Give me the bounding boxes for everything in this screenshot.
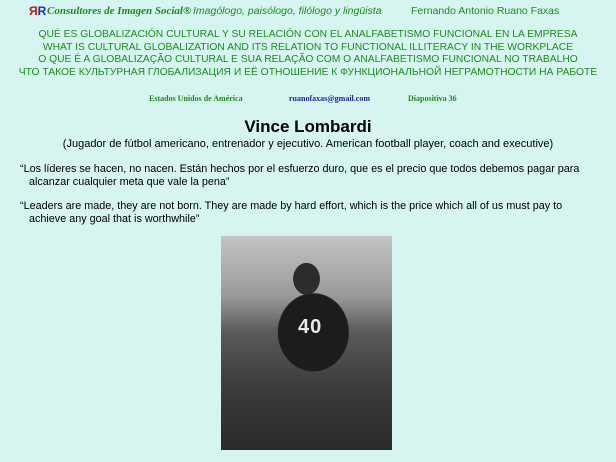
title-ru: ЧТО ТАКОЕ КУЛЬТУРНАЯ ГЛОБАЛИЗАЦИЯ И ЕЁ ОТНОШЕНИЕ К ФУНКЦИОНАЛЬНОЙ НЕГРАМОТНОСТИ НА РАБОТЕ — [18, 66, 598, 78]
person-name: Vince Lombardi — [244, 117, 372, 136]
meta-line — [0, 94, 616, 106]
quote-english — [20, 200, 605, 226]
quote-line: achieve any goal that is worthwhile” — [29, 213, 200, 225]
jersey-number: 40 — [298, 316, 323, 338]
title-pt: O QUE É A GLOBALIZAÇÃO CULTURAL E SUA RELAÇÃO COM O ANALFABETISMO FUNCIONAL NO TRABALHO — [38, 54, 578, 65]
quote-line: “Los líderes se hacen, no nacen. Están hechos por el esfuerzo duro, que es el precio que todos debemos pagar para — [20, 163, 580, 175]
person-role: (Jugador de fútbol americano, entrenador y ejecutivo. American football player, coach and executive) — [62, 138, 554, 150]
logo: ЯR — [29, 4, 47, 18]
header — [0, 4, 616, 20]
email-link[interactable]: ruanofaxas@gmail.com — [289, 94, 370, 103]
quote-spanish — [20, 163, 605, 189]
lombardi-photo — [221, 236, 392, 450]
brand-name: Consultores de Imagen Social® — [47, 5, 192, 17]
slide-number: Diapositiva 36 — [408, 94, 457, 103]
quote-line: “Leaders are made, they are not born. They are made by hard effort, which is the price which all of us must pay to — [20, 200, 563, 212]
titles — [0, 29, 616, 79]
country: Estados Unidos de América — [149, 94, 243, 103]
title-es: QUÉ ES GLOBALIZACIÓN CULTURAL Y SU RELACIÓN CON EL ANALFABETISMO FUNCIONAL EN LA EMPRESA — [38, 29, 578, 40]
author-name: Fernando Antonio Ruano Faxas — [411, 5, 560, 17]
tagline: Imagólogo, paisólogo, filólogo y lingüista — [193, 5, 382, 17]
title-en: WHAT IS CULTURAL GLOBALIZATION AND ITS RELATION TO FUNCTIONAL ILLITERACY IN THE WORKPLACE — [42, 41, 574, 53]
quote-line: alcanzar cualquier meta que vale la pena” — [29, 176, 230, 188]
